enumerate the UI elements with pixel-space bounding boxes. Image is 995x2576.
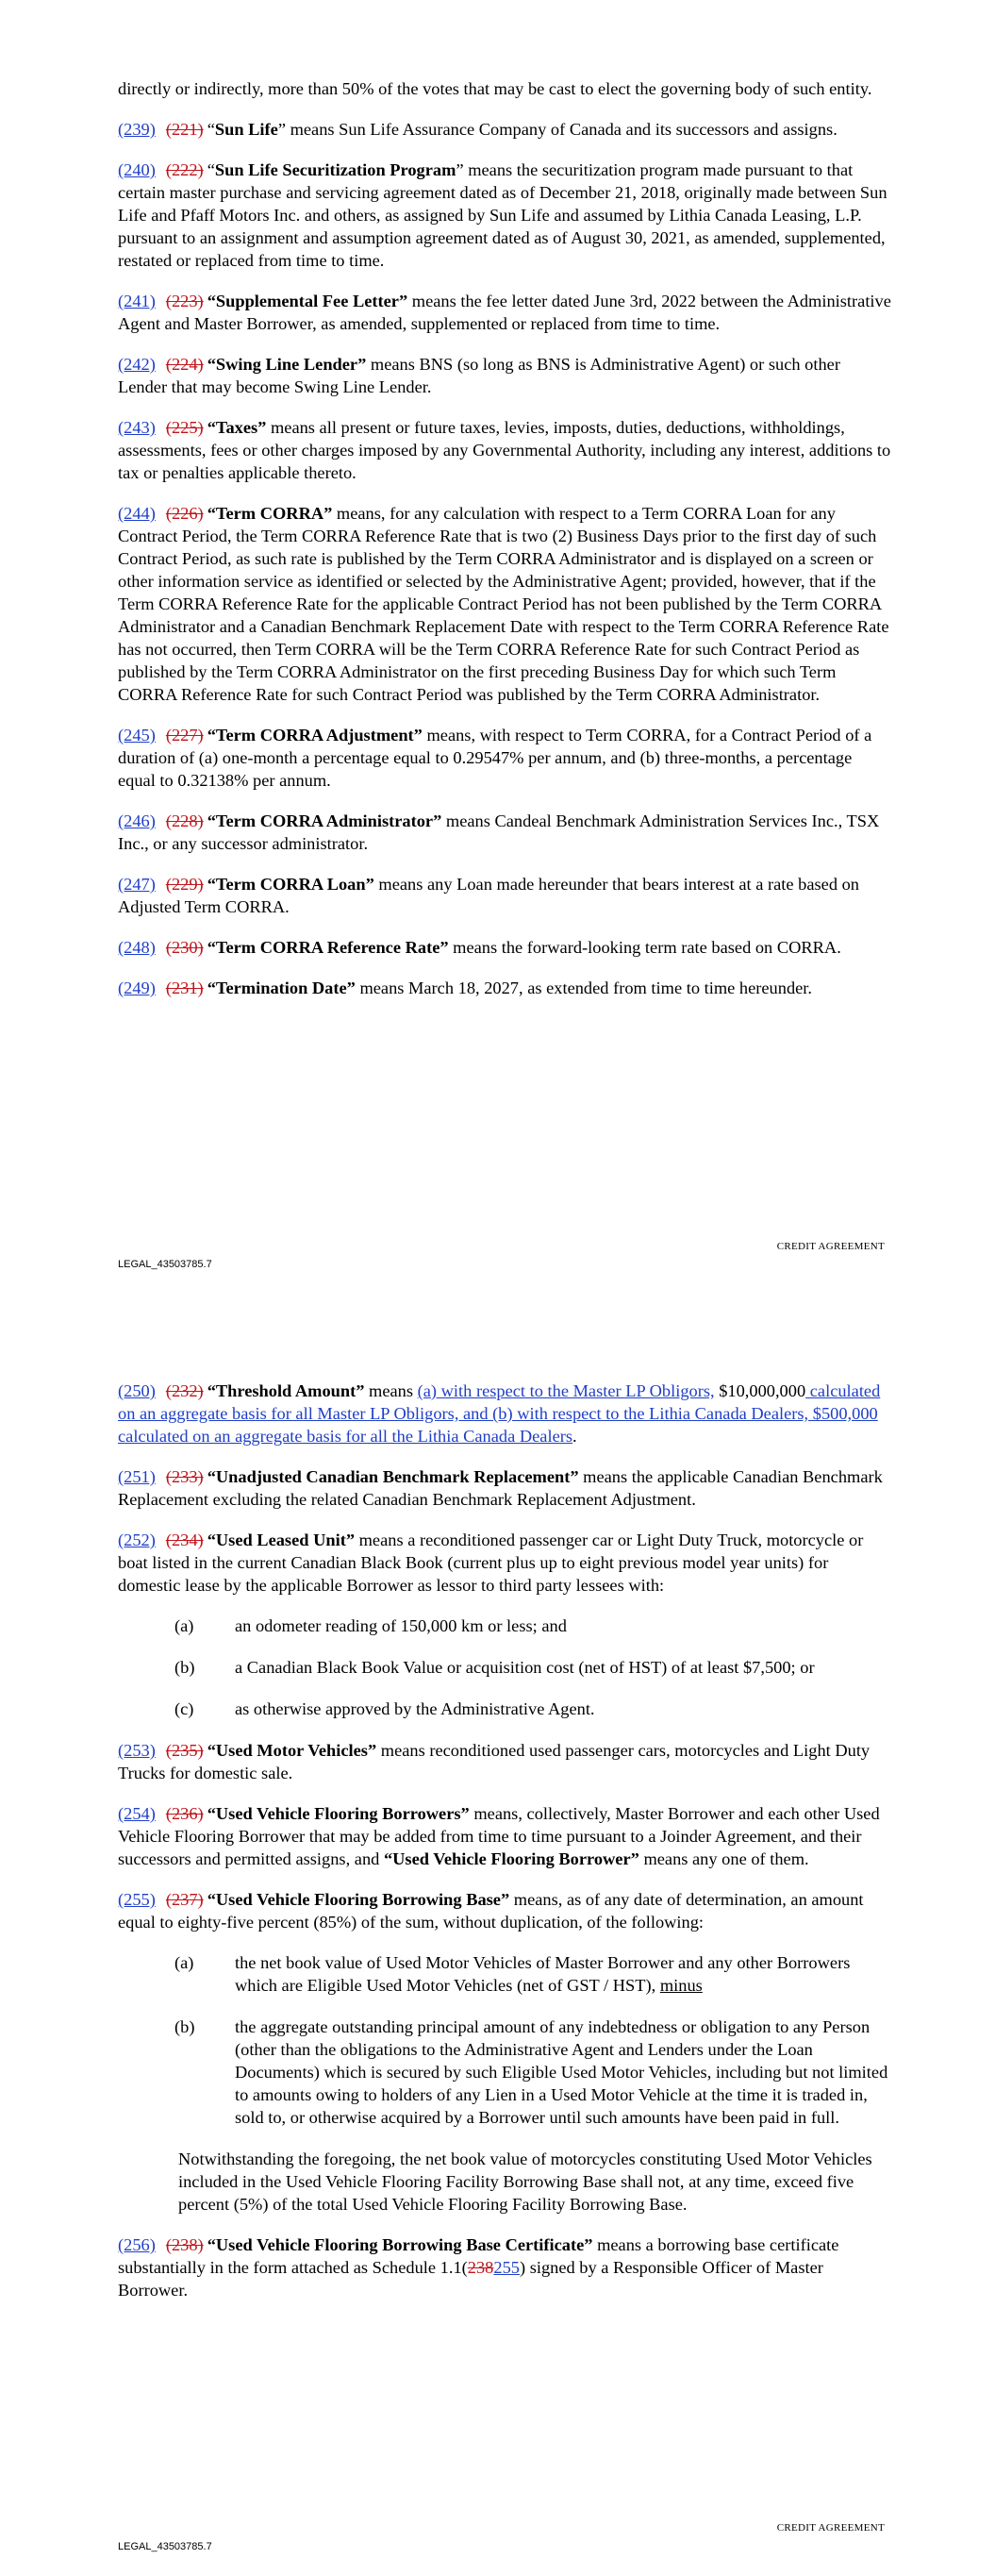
definition-text: means BNS (so long as BNS is Administrative Agent) or such other Lender that may become Swing Line Lender.	[118, 355, 840, 396]
footer-document-id: LEGAL_43503785.7	[118, 2541, 212, 2552]
definition-239: (239) (221) “Sun Life” means Sun Life Assurance Company of Canada and its successors and assigns.	[118, 120, 837, 139]
minus-keyword: minus	[659, 1976, 703, 1995]
defined-term: “Term CORRA Adjustment”	[207, 726, 423, 744]
defined-term: “Taxes”	[207, 418, 267, 437]
new-number: (240)	[118, 160, 156, 179]
defined-term-secondary: “Used Vehicle Flooring Borrower”	[383, 1849, 639, 1868]
deleted-number: (225)	[165, 418, 204, 437]
deleted-number: (238)	[165, 2235, 204, 2254]
defined-term: “Term CORRA Administrator”	[207, 811, 442, 830]
definition-240: (240) (222) “Sun Life Securitization Program” means the securitization program made pursuant to that certain master purchase and servicing agreement dated as of December 21, 2018, originally made between Sun Life and Pfaff Motors Inc. and others, as assigned by Sun Life and assumed by Lithia Canada Leasing, L.P. pursuant to an assignment and assumption agreement dated as of August 30, 2021, as amended, supplemented, restated or replaced from time to time.	[118, 160, 887, 270]
deleted-number: (232)	[165, 1381, 204, 1400]
definition-255	[118, 1888, 891, 1933]
list-item-text: as otherwise approved by the Administrative Agent.	[235, 1699, 595, 1718]
new-number: (242)	[118, 355, 156, 374]
definition-text: means the applicable Canadian Benchmark Replacement excluding the related Canadian Benchmark Replacement Adjustment.	[118, 1467, 883, 1509]
new-number: (252)	[118, 1531, 156, 1549]
intro-paragraph: directly or indirectly, more than 50% of the votes that may be cast to elect the governing body of such entity.	[118, 79, 872, 98]
definition-252	[118, 1529, 891, 1597]
defined-term: “Termination Date”	[207, 979, 356, 997]
defined-term: “Used Vehicle Flooring Borrowing Base Certificate”	[207, 2235, 593, 2254]
definition-248	[118, 936, 891, 959]
definition-249	[118, 977, 891, 999]
new-number: (251)	[118, 1467, 156, 1486]
deleted-number: (235)	[165, 1741, 204, 1760]
new-number: (241)	[118, 292, 156, 310]
new-number: (248)	[118, 938, 156, 957]
definition-242	[118, 353, 891, 398]
inserted-text: calculated on an aggregate basis for all Master LP Obligors, and (b) with respect to the Lithia Canada Dealers, $500,000 calculated on an aggregate basis for all the Lithia Canada Dealers	[118, 1381, 881, 1446]
definition-244	[118, 502, 891, 706]
new-number: (256)	[118, 2235, 156, 2254]
deleted-number: (221)	[165, 120, 204, 139]
definition-241	[118, 290, 891, 335]
new-number: (246)	[118, 811, 156, 830]
definition-247	[118, 873, 891, 918]
definition-243	[118, 416, 891, 484]
notwithstanding-paragraph: Notwithstanding the foregoing, the net book value of motorcycles constituting Used Motor Vehicles included in the Used Vehicle Flooring Facility Borrowing Base shall not, at any time, exceed five percent (5%) of the total Used Vehicle Flooring Facility Borrowing Base.	[178, 2149, 872, 2214]
deleted-number: (227)	[165, 726, 204, 744]
list-item	[118, 2016, 891, 2129]
deleted-number: (230)	[165, 938, 204, 957]
footer-document-title: CREDIT AGREEMENT	[776, 2522, 885, 2534]
list-item	[118, 1698, 891, 1720]
document-page-2	[0, 1283, 995, 2576]
definition-251	[118, 1465, 891, 1511]
deleted-number: (224)	[165, 355, 204, 374]
defined-term: “Swing Line Lender”	[207, 355, 367, 374]
definition-text: means, with respect to Term CORRA, for a Contract Period of a duration of (a) one-month a percentage equal to 0.29547% per annum, and (b) three-months, a percentage equal to 0.32138% per annum.	[118, 726, 872, 790]
defined-term: “Used Leased Unit”	[207, 1531, 356, 1549]
new-number: (239)	[118, 120, 156, 139]
defined-term: “Supplemental Fee Letter”	[207, 292, 408, 310]
deleted-number: (229)	[165, 875, 204, 894]
list-item-label: (a)	[174, 1616, 194, 1635]
list-item-label: (b)	[174, 2017, 195, 2036]
deleted-number: (234)	[165, 1531, 204, 1549]
defined-term: “Term CORRA Loan”	[207, 875, 374, 894]
deleted-number: (228)	[165, 811, 204, 830]
definition-246	[118, 810, 891, 855]
footer-document-title: CREDIT AGREEMENT	[776, 1241, 885, 1252]
definition-text: means, as of any date of determination, an amount equal to eighty-five percent (85%) of the sum, without duplication, of the following:	[118, 1890, 864, 1932]
list-item-text: a Canadian Black Book Value or acquisition cost (net of HST) of at least $7,500; or	[235, 1658, 815, 1677]
list-item-text: the aggregate outstanding principal amount of any indebtedness or obligation to any Person (other than the obligations to the Administrative Agent and Lenders under the Loan Documents) which is secured by such Eligible Used Motor Vehicles, including but not limited to amounts owing to holders of any Lien in a Used Motor Vehicle at the time it is traded in, sold to, or otherwise acquired by a Borrower until such amounts have been paid in full.	[235, 2017, 888, 2127]
definition-256: (256) (238) “Used Vehicle Flooring Borrowing Base Certificate” means a borrowing base certificate substantially in the form attached as Schedule 1.1(238255) signed by a Responsible Officer of Master Borrower.	[118, 2235, 839, 2300]
definition-text: means Candeal Benchmark Administration Services Inc., TSX Inc., or any successor administrator.	[118, 811, 880, 853]
defined-term: “Term CORRA Reference Rate”	[207, 938, 449, 957]
definition-text: means the securitization program made pursuant to that certain master purchase and servicing agreement dated as of December 21, 2018, originally made between Sun Life and Pfaff Motors Inc. and others, as assigned by Sun Life and assumed by Lithia Canada Leasing, L.P. pursuant to an assignment and assumption agreement dated as of August 30, 2021, as amended, supplemented, restated or replaced from time to time.	[118, 160, 887, 270]
deleted-number: (222)	[165, 160, 204, 179]
list-item-label: (a)	[174, 1953, 194, 1972]
definition-250: (250) (232) “Threshold Amount” means (a) with respect to the Master LP Obligors, $10,000,000 calculated on an aggregate basis for all Master LP Obligors, and (b) with respect to the Lithia Canada Dealers, $500,000 calculated on an aggregate basis for all the Lithia Canada Dealers.	[118, 1381, 881, 1446]
deleted-reference: 238	[467, 2258, 494, 2277]
page-2-body	[118, 1380, 891, 2319]
inserted-text: (a) with respect to the Master LP Obligors,	[417, 1381, 715, 1400]
inserted-reference: 255	[493, 2258, 520, 2277]
page-1-body	[118, 77, 891, 1017]
list-item-text: the net book value of Used Motor Vehicles of Master Borrower and any other Borrowers which are Eligible Used Motor Vehicles (net of GST / HST),	[235, 1953, 851, 1995]
deleted-number: (233)	[165, 1467, 204, 1486]
new-number: (255)	[118, 1890, 156, 1909]
defined-term: Sun Life Securitization Program	[214, 160, 456, 179]
definition-text: means all present or future taxes, levies, imposts, duties, deductions, withholdings, assessments, fees or other charges imposed by any Governmental Authority, including any interest, additions to tax or penalties applicable thereto.	[118, 418, 891, 482]
definition-text: means the fee letter dated June 3rd, 2022 between the Administrative Agent and Master Borrower, as amended, supplemented or replaced from time to time.	[118, 292, 891, 333]
deleted-number: (236)	[165, 1804, 204, 1823]
new-number: (243)	[118, 418, 156, 437]
new-number: (250)	[118, 1381, 156, 1400]
new-number: (247)	[118, 875, 156, 894]
list-item-label: (c)	[174, 1699, 194, 1718]
definition-text: means the forward-looking term rate based on CORRA.	[448, 938, 841, 957]
definition-text: means reconditioned used passenger cars, motorcycles and Light Duty Trucks for domestic sale.	[118, 1741, 871, 1782]
deleted-number: (231)	[165, 979, 204, 997]
new-number: (245)	[118, 726, 156, 744]
defined-term: “Term CORRA”	[207, 504, 333, 523]
definition-text: means March 18, 2027, as extended from time to time hereunder.	[355, 979, 813, 997]
document-page-1	[0, 0, 995, 1283]
defined-term: Sun Life	[214, 120, 278, 139]
definition-text: means, collectively, Master Borrower and each other Used Vehicle Flooring Borrower that may be added from time to time pursuant to a Joinder Agreement, and their successors and permitted assigns, and	[118, 1804, 880, 1868]
footer-document-id: LEGAL_43503785.7	[118, 1259, 212, 1270]
defined-term: “Used Vehicle Flooring Borrowers”	[207, 1804, 470, 1823]
deleted-number: (237)	[165, 1890, 204, 1909]
defined-term: “Used Motor Vehicles”	[207, 1741, 377, 1760]
definition-text: means, for any calculation with respect to a Term CORRA Loan for any Contract Period, the Term CORRA Reference Rate that is two (2) Business Days prior to the first day of such Contract Period, as such rate is published by the Term CORRA Administrator and is displayed on a screen or other information service as identified or selected by the Administrative Agent; provided, however, that if the Term CORRA Reference Rate for the applicable Contract Period has not been published by the Term CORRA Administrator and a Canadian Benchmark Replacement Date with respect to the Term CORRA Reference Rate has not occurred, then Term CORRA will be the Term CORRA Reference Rate for such Contract Period as published by the Term CORRA Administrator on the first preceding Business Day for which such Term CORRA Reference Rate for such Contract Period was published by the Term CORRA Administrator.	[118, 504, 889, 704]
list-item-text: an odometer reading of 150,000 km or less; and	[235, 1616, 567, 1635]
deleted-number: (223)	[165, 292, 204, 310]
list-item	[118, 1656, 891, 1679]
deleted-number: (226)	[165, 504, 204, 523]
list-item	[118, 1951, 891, 1997]
definition-253	[118, 1739, 891, 1784]
defined-term: “Used Vehicle Flooring Borrowing Base”	[207, 1890, 510, 1909]
definition-245	[118, 724, 891, 792]
new-number: (244)	[118, 504, 156, 523]
new-number: (249)	[118, 979, 156, 997]
list-item	[118, 1614, 891, 1637]
definition-text: means a reconditioned passenger car or Light Duty Truck, motorcycle or boat listed in the current Canadian Black Book (current plus up to eight previous model year units) for domestic lease by the applicable Borrower as lessor to third party lessees with:	[118, 1531, 864, 1595]
list-item-label: (b)	[174, 1658, 195, 1677]
new-number: (253)	[118, 1741, 156, 1760]
defined-term: “Threshold Amount”	[207, 1381, 365, 1400]
definition-text: means Sun Life Assurance Company of Canada and its successors and assigns.	[285, 120, 837, 139]
new-number: (254)	[118, 1804, 156, 1823]
defined-term: “Unadjusted Canadian Benchmark Replacement”	[207, 1467, 579, 1486]
definition-text: means any Loan made hereunder that bears interest at a rate based on Adjusted Term CORRA.	[118, 875, 859, 916]
definition-254: (254) (236) “Used Vehicle Flooring Borrowers” means, collectively, Master Borrower and each other Used Vehicle Flooring Borrower that may be added from time to time pursuant to a Joinder Agreement, and their successors and permitted assigns, and “Used Vehicle Flooring Borrower” means any one of them.	[118, 1804, 880, 1868]
